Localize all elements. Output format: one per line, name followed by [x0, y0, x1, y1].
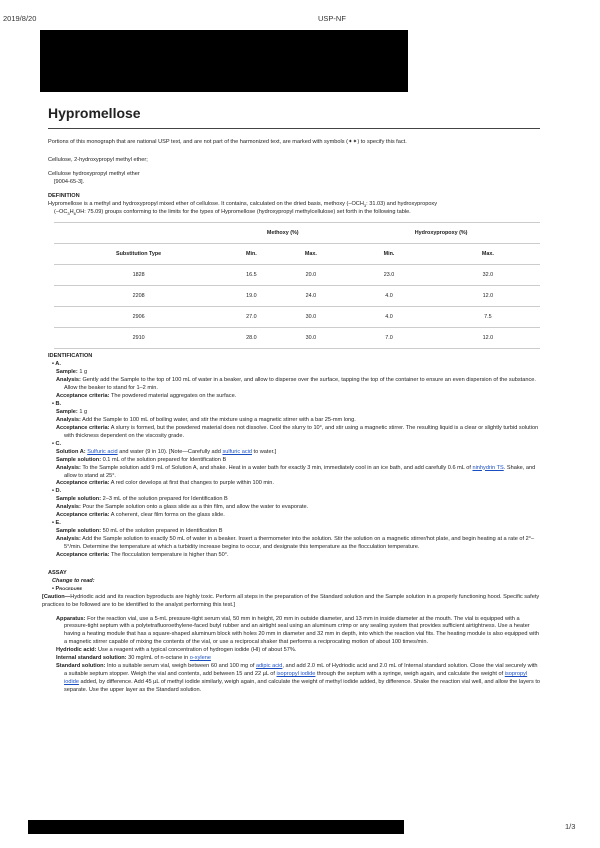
- monograph-body: [42, 104, 540, 695]
- ident-a-analysis: Analysis: Gently add the Sample to the top of 100 mL of water in a beaker, and allow to disperse over the surface, tapping the top of the container to ensure an even dispersion of the substance. Allow the beaker to stand for 1–2 min.: [56, 377, 536, 392]
- ninhydrin-ts-link[interactable]: ninhydrin TS: [472, 464, 504, 471]
- ident-d-sample: Sample solution: 2–3 mL of the solution prepared for Identification B: [56, 496, 228, 503]
- table-row: 1828 16.5 20.0 23.0 32.0: [54, 265, 540, 286]
- intro-text: Portions of this monograph that are national USP text, and are not part of the harmonized text, are marked with symbols (✦✦) to specify this fact.: [48, 138, 407, 145]
- ident-c-label: • C.: [52, 440, 62, 447]
- hydriodic-acid-text: Hydriodic acid: Use a reagent with a typical concentration of hydrogen iodide (HI) of about 57%.: [56, 647, 297, 654]
- ident-c-acceptance: Acceptance criteria: A red color develops at first that changes to purple within 100 min.: [56, 480, 274, 487]
- col-header: Min.: [223, 244, 279, 265]
- sulfuric-acid-link[interactable]: sulfuric acid: [222, 448, 252, 455]
- ident-d-label: • D.: [52, 488, 62, 495]
- definition-text: Hypromellose is a methyl and hydroxypropyl mixed ether of cellulose. It contains, calculated on the dried basis, methoxy ($-OCH_3$: 31.03) and hydroxypropoxy ($-OC_3H_6OH$: 75.09) groups conforming to the limits for the types of Hypromellose (hydroxypropyl methylcellulose) set forth in the following table.: [48, 200, 438, 216]
- col-header: Max.: [280, 244, 343, 265]
- sulfuric-acid-link[interactable]: Sulfuric acid: [87, 448, 118, 455]
- ident-c-analysis: Analysis: To the Sample solution add 9 mL of Solution A, and shake. Heat in a water bath for exactly 3 min, immediately cool in an ice bath, and add carefully 0.6 mL of ninhydrin TS. Shake, and allow to stand at 25°.: [56, 464, 536, 479]
- ident-a-acceptance: Acceptance criteria: The powdered material aggregates on the surface.: [56, 393, 237, 400]
- ident-d-analysis: Analysis: Pour the Sample solution onto a glass slide as a thin film, and allow the water to evaporate.: [56, 504, 309, 511]
- col-header: Substitution Type: [54, 244, 223, 265]
- ident-b-analysis: Analysis: Add the Sample to 100 mL of boiling water, and stir the mixture using a magnetic stirrer with a bar 25-mm long.: [56, 416, 356, 423]
- ident-a-sample: Sample: 1 g: [56, 369, 88, 376]
- adipic-acid-link[interactable]: adipic acid: [255, 663, 283, 670]
- redaction-block-top: [40, 30, 408, 92]
- ident-e-sample: Sample solution: 50 mL of the solution prepared in Identification B: [56, 528, 223, 535]
- isopropyl-iodide-link[interactable]: isopropyl iodide: [276, 671, 316, 678]
- ident-b-sample: Sample: 1 g: [56, 409, 88, 415]
- col-header: Max.: [436, 244, 540, 265]
- synonym-2: Cellulose hydroxypropyl methyl ether: [48, 170, 140, 177]
- isopropyl-iodide-link[interactable]: isopropyl iodide: [64, 671, 528, 685]
- table-row: 2208 19.0 24.0 4.0 12.0: [54, 286, 540, 307]
- definition-heading: DEFINITION: [48, 192, 80, 199]
- page-title: Hypromellose: [48, 104, 540, 129]
- o-xylene-link[interactable]: o-xylene: [189, 655, 211, 662]
- caution-text: [Caution—Hydriodic acid and its reaction byproducts are highly toxic. Perform all steps in the preparation of the Standard solution and the Sample solution in a properly functioning hood. Specific safety practices to be followed are to be identified to the analyst performing this test.]: [42, 593, 540, 608]
- synonym-1: Cellulose, 2-hydroxypropyl methyl ether;: [48, 156, 148, 163]
- substitution-table: [54, 222, 540, 349]
- page-number: 1/3: [565, 822, 576, 831]
- ident-e-analysis: Analysis: Add the Sample solution to exactly 50 mL of water in a beaker. Insert a thermometer into the solution. Stir the solution on a magnetic stirrer/hot plate, and begin heating at a rate of 2°–5°/min. Determine the temperature at which a turbidity increase begins to occur, and designate this temperature as the flocculation temperature.: [56, 536, 535, 550]
- standard-solution-text: Standard solution: Into a suitable serum vial, weigh between 60 and 100 mg of adipic acid, and add 2.0 mL of Hydriodic acid and 2.0 mL of Internal standard solution. Close the vial securely with a suitable septum stopper. Weigh the vial and contents, add between 15 and 22 µL of isopropyl iodide through the septum with a syringe, weigh again, and calculate the weight of isopropyl iodide added, by difference. Add 45 µL of methyl iodide similarly, weigh again, and calculate the weight of methyl iodide added, by difference. Shake the reaction vial well, and allow the layers to separate. Use the upper layer as the Standard solution.: [56, 663, 540, 693]
- ident-e-label: • E.: [52, 520, 61, 527]
- ident-c-solution-a: Solution A: Sulfuric acid and water (9 in 10). [Note—Carefully add sulfuric acid to water.]: [56, 448, 277, 455]
- print-date: 2019/8/20: [3, 14, 37, 23]
- apparatus-text: Apparatus: For the reaction vial, use a 5-mL pressure-tight serum vial, 50 mm in height, 20 mm in outside diameter, and 13 mm in inside diameter at the mouth. The vial is equipped with a pressure-tight septum with a polytetrafluoroethylene-faced butyl rubber and an airtight seal using an aluminum crimp or any sealing system that provides sufficient airtightness. Use a heater having a heating module that has a square-shaped aluminum block with holes 20 mm in diameter and 32 mm in depth, into which the reaction vial fits. The heating module is also equipped with a magnetic stirrer capable of mixing the contents of the vial, or use a reciprocal shaker that performs a reciprocating motion of about 100 times/min.: [56, 615, 540, 646]
- ident-c-sample: Sample solution: 0.1 mL of the solution prepared for Identification B: [56, 456, 227, 463]
- table-row: 2906 27.0 30.0 4.0 7.5: [54, 307, 540, 328]
- table-row: 2910 28.0 30.0 7.0 12.0: [54, 328, 540, 349]
- identification-heading: IDENTIFICATION: [48, 353, 93, 360]
- ident-d-acceptance: Acceptance criteria: A coherent, clear film forms on the glass slide.: [56, 512, 225, 519]
- procedure-label: • Procedure: [52, 585, 83, 592]
- col-header: Min.: [342, 244, 436, 265]
- ident-a-label: • A.: [52, 361, 61, 368]
- assay-heading: ASSAY: [48, 569, 67, 576]
- cas-number: [9004-65-3].: [54, 178, 85, 185]
- print-source: USP-NF: [318, 14, 346, 23]
- ident-b-acceptance: Acceptance criteria: A slurry is formed, but the powdered material does not dissolve. Cool the slurry to 10°, and stir using a magnetic stirrer. The resulting liquid is a clear or slightly turbid solution with thickness dependent on the viscosity grade.: [56, 424, 539, 439]
- hydroxypropoxy-header: Hydroxypropoxy (%): [342, 223, 540, 244]
- methoxy-header: Methoxy (%): [223, 223, 342, 244]
- internal-standard-text: Internal standard solution: 30 mg/mL of n-octane in o-xylene: [56, 655, 211, 662]
- ident-e-acceptance: Acceptance criteria: The flocculation temperature is higher than 50°.: [56, 551, 229, 558]
- redaction-block-bottom: [28, 820, 404, 834]
- change-to-read: Change to read:: [52, 577, 95, 584]
- ident-b-label: • B.: [52, 401, 62, 408]
